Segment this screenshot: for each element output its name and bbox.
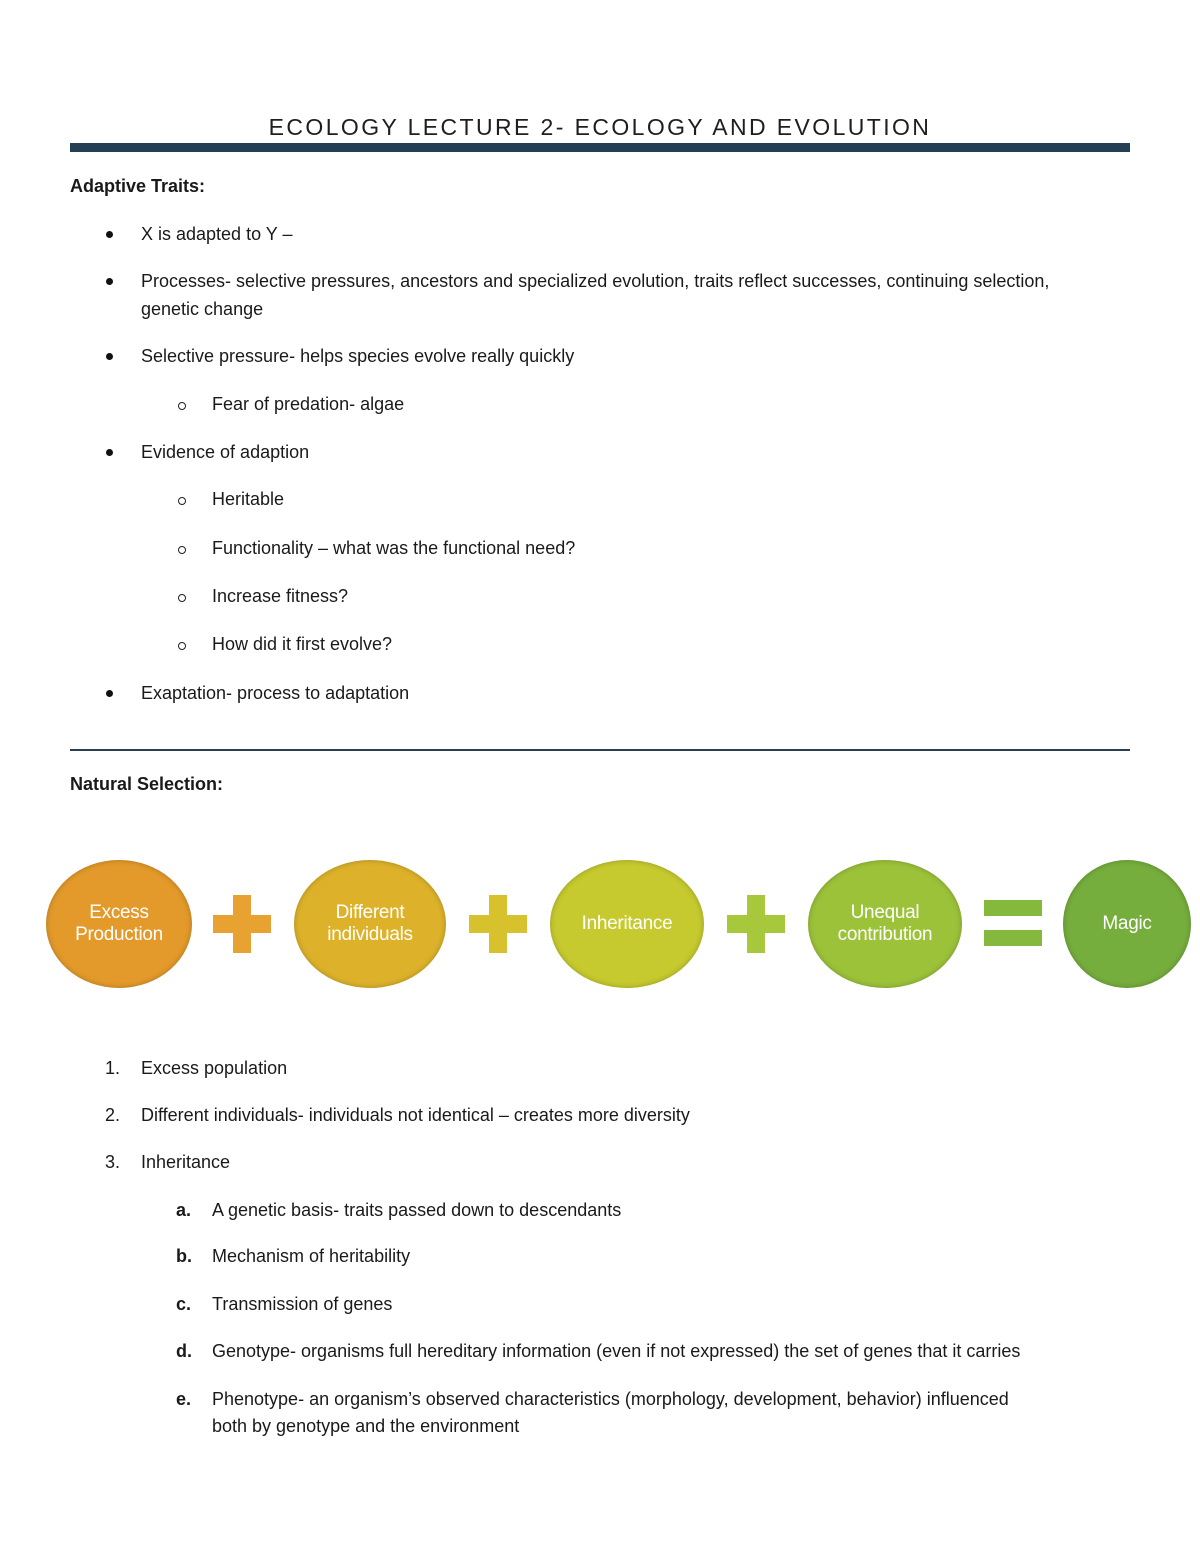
- circle-label: Different: [335, 902, 405, 923]
- circle-label: individuals: [327, 924, 413, 945]
- bullet-dot: [106, 231, 113, 238]
- list-letter: b.: [176, 1246, 192, 1266]
- bullet-dot: [106, 690, 113, 697]
- sub-heritable: Heritable: [212, 489, 285, 509]
- sub-bullet-ring: [178, 497, 186, 505]
- natural-selection-diagram: [0, 850, 1200, 1000]
- page-title: ECOLOGY LECTURE 2- ECOLOGY AND EVOLUTION: [268, 114, 932, 140]
- section-divider: [70, 749, 1130, 751]
- circle-label: contribution: [837, 924, 933, 945]
- title-rule: [70, 143, 1130, 152]
- sub-bullet-ring: [178, 546, 186, 554]
- circle-label: Unequal: [850, 902, 920, 923]
- item-phenotype-cont: both by genotype and the environment: [212, 1416, 520, 1436]
- circle-label: Excess: [89, 902, 149, 923]
- circle-magic: [1063, 860, 1191, 988]
- sub-bullet-ring: [178, 594, 186, 602]
- adaptive-traits-heading: Adaptive Traits:: [70, 176, 206, 196]
- bullet-dot: [106, 449, 113, 456]
- list-number: 3.: [105, 1152, 121, 1172]
- list-letter: d.: [176, 1341, 192, 1361]
- list-letter: c.: [176, 1294, 192, 1314]
- item-genetic-basis: A genetic basis- traits passed down to descendants: [212, 1200, 622, 1220]
- sub-first-evolve: How did it first evolve?: [212, 634, 393, 654]
- list-number: 1.: [105, 1058, 121, 1078]
- bullet-processes: Processes- selective pressures, ancestors and specialized evolution, traits reflect successes, continuing selection,: [141, 271, 1050, 291]
- circle-label: Production: [75, 924, 163, 945]
- circle-unequal-contribution: [808, 860, 962, 988]
- item-mechanism: Mechanism of heritability: [212, 1246, 411, 1266]
- plus-icon: [727, 895, 785, 953]
- bullet-adapted: X is adapted to Y –: [141, 224, 293, 244]
- sub-functionality: Functionality – what was the functional need?: [212, 538, 576, 558]
- bullet-exaptation: Exaptation- process to adaptation: [141, 683, 410, 703]
- item-inheritance: Inheritance: [141, 1152, 231, 1172]
- item-genotype: Genotype- organisms full hereditary information (even if not expressed) the set of genes that it carries: [212, 1341, 1021, 1361]
- sub-fitness: Increase fitness?: [212, 586, 349, 606]
- item-phenotype: Phenotype- an organism’s observed characteristics (morphology, development, behavior) influenced: [212, 1389, 1009, 1409]
- circle-inheritance: [550, 860, 704, 988]
- circle-excess-production: [46, 860, 192, 988]
- sub-fear-predation: Fear of predation- algae: [212, 394, 405, 414]
- bullet-evidence: Evidence of adaption: [141, 442, 310, 462]
- list-number: 2.: [105, 1105, 121, 1125]
- item-excess-population: Excess population: [141, 1058, 288, 1078]
- circle-different-individuals: [294, 860, 446, 988]
- list-letter: a.: [176, 1200, 192, 1220]
- plus-icon: [469, 895, 527, 953]
- plus-icon: [213, 895, 271, 953]
- bullet-processes-cont: genetic change: [141, 299, 264, 319]
- list-letter: e.: [176, 1389, 192, 1409]
- sub-bullet-ring: [178, 402, 186, 410]
- natural-selection-heading: Natural Selection:: [70, 774, 224, 794]
- bullet-dot: [106, 353, 113, 360]
- item-different-individuals: Different individuals- individuals not identical – creates more diversity: [141, 1105, 690, 1125]
- circle-label: Inheritance: [581, 913, 673, 934]
- bullet-selective-pressure: Selective pressure- helps species evolve really quickly: [141, 346, 575, 366]
- bullet-dot: [106, 278, 113, 285]
- sub-bullet-ring: [178, 642, 186, 650]
- circle-label: Magic: [1102, 913, 1152, 934]
- equals-icon: [984, 900, 1042, 946]
- item-transmission: Transmission of genes: [212, 1294, 393, 1314]
